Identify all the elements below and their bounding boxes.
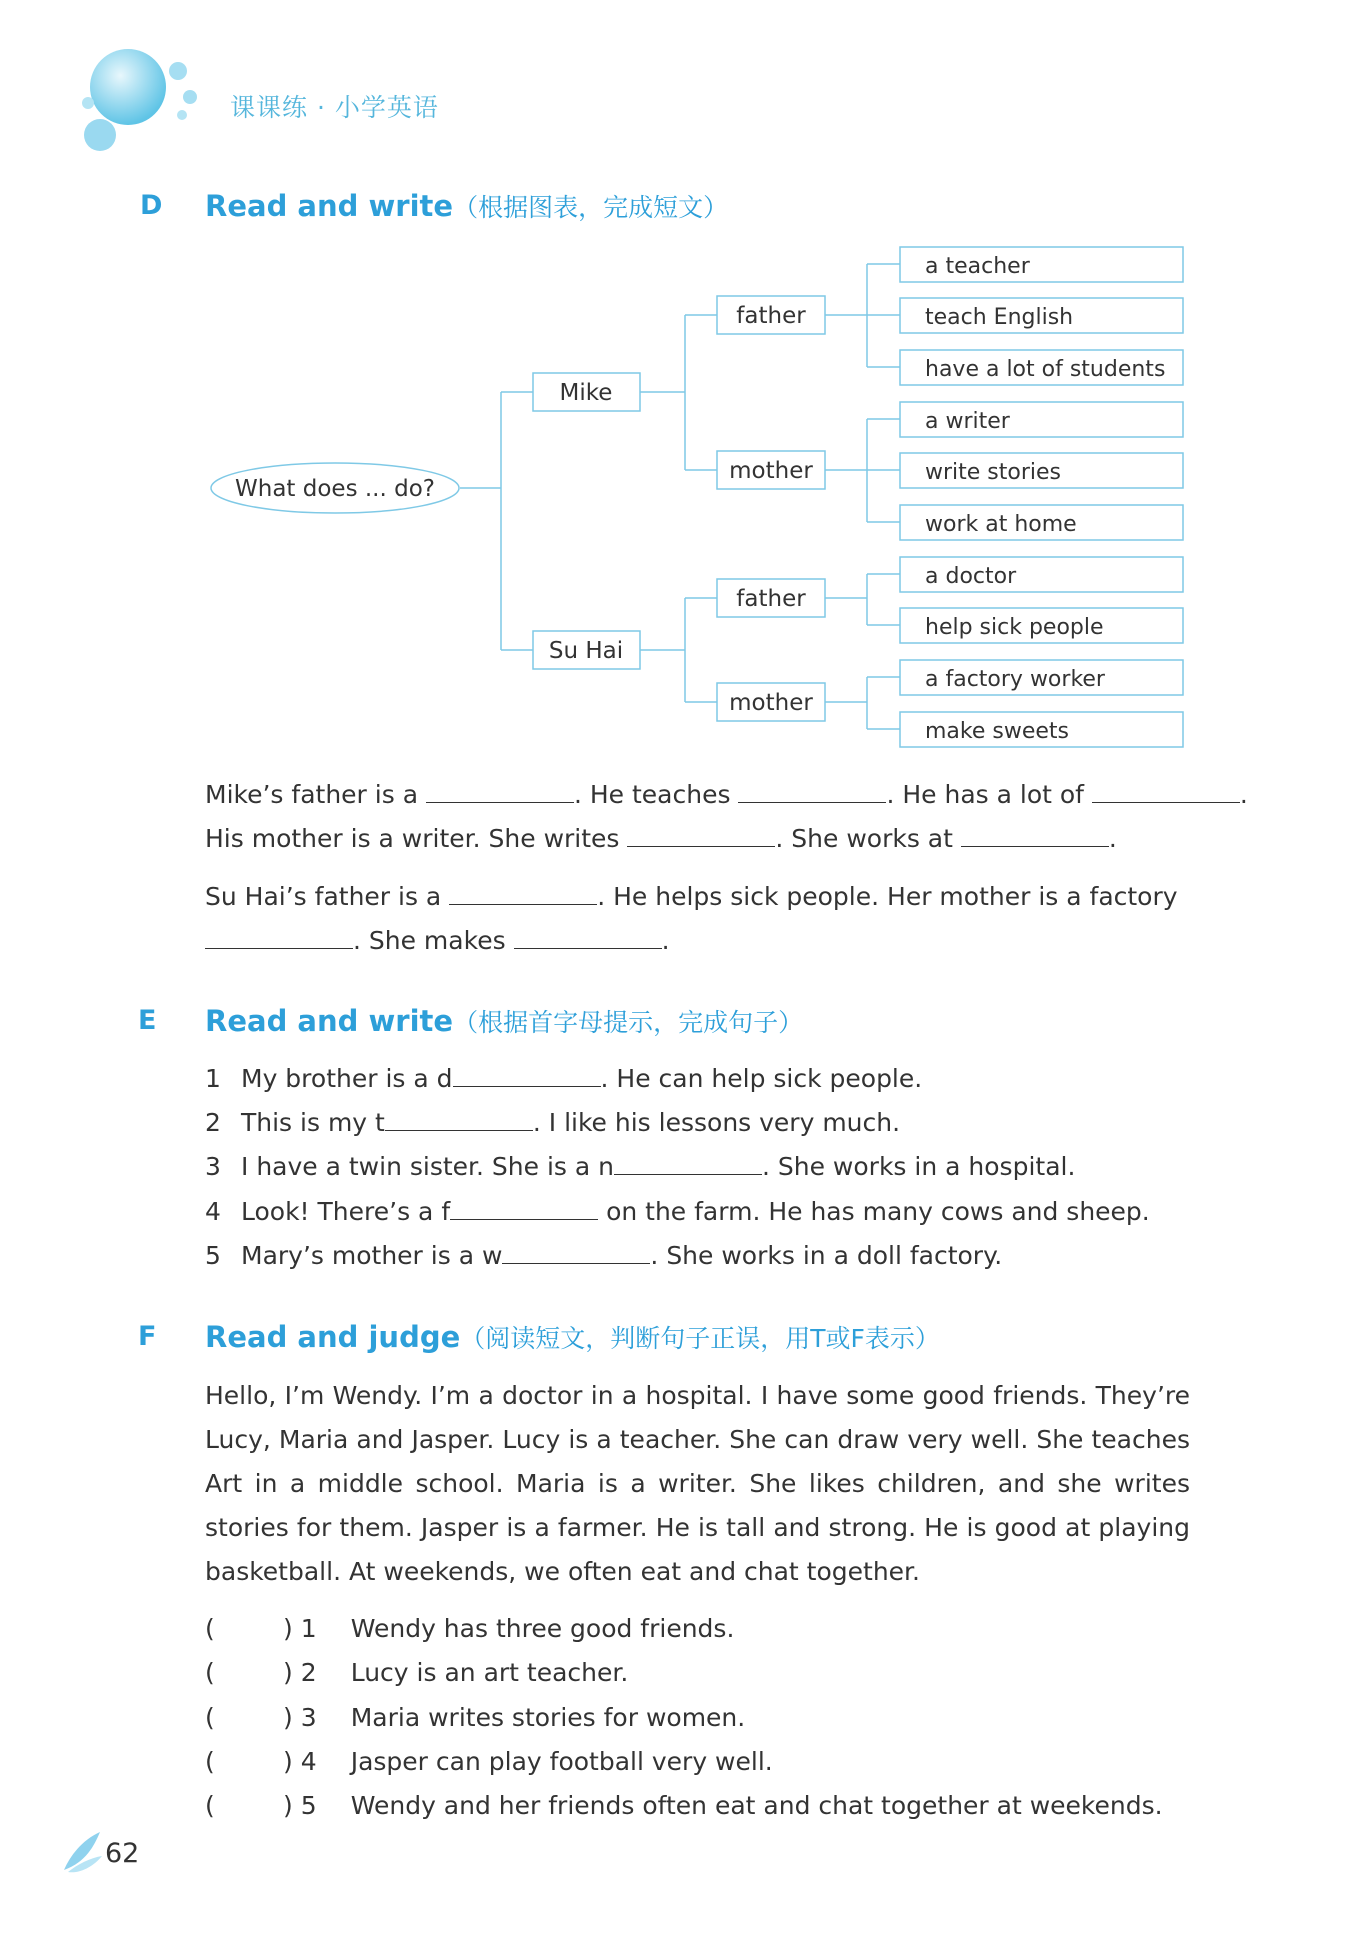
blank[interactable] (738, 782, 886, 803)
blank[interactable] (502, 1243, 650, 1264)
page-number: 62 (105, 1838, 140, 1869)
fact-label: a factory worker (925, 667, 1105, 692)
fact-label: help sick people (925, 615, 1104, 640)
diagram-mike-father (717, 296, 825, 334)
blank[interactable] (961, 826, 1109, 847)
section-d-line-1: Mike’s father is a . He teaches . He has a lot of . (205, 780, 1248, 809)
section-d-letter: D (140, 190, 163, 221)
judge-item: ( ) 3 Maria writes stories for women. (205, 1703, 746, 1732)
svg-text:Su Hai: Su Hai (548, 638, 624, 664)
blank[interactable] (514, 928, 662, 949)
fact-label: teach English (925, 305, 1074, 330)
section-d-title (205, 188, 728, 224)
section-d-line-3: Su Hai’s father is a . He helps sick people. Her mother is a factory (205, 882, 1178, 911)
svg-text:mother: mother (729, 458, 813, 484)
section-e-title: Read and write（根据首字母提示，完成句子） (205, 1004, 804, 1038)
section-e-item: 5 Mary’s mother is a w . She works in a doll factory. (205, 1241, 1003, 1270)
svg-text:father: father (736, 303, 806, 329)
section-e-item: 3 I have a twin sister. She is a n . She works in a hospital. (205, 1152, 1076, 1181)
blank[interactable] (614, 1154, 762, 1175)
blank[interactable] (449, 884, 597, 905)
diagram-root (211, 463, 459, 513)
fact-label: have a lot of students (925, 357, 1166, 382)
fact-label: work at home (925, 512, 1077, 537)
section-e-subtitle: （根据首字母提示，完成句子） (453, 1008, 804, 1037)
fact-label: a teacher (925, 254, 1030, 279)
section-f-subtitle: （阅读短文，判断句子正误，用T或F表示） (460, 1324, 940, 1353)
fact-label: a writer (925, 409, 1010, 434)
blank[interactable] (426, 782, 574, 803)
section-f-title: Read and judge（阅读短文，判断句子正误，用T或F表示） (205, 1320, 940, 1354)
diagram-su-hai-father (717, 579, 825, 617)
blank[interactable] (453, 1066, 601, 1087)
judge-item: ( ) 4 Jasper can play football very well. (205, 1747, 773, 1776)
svg-text:mother: mother (729, 690, 813, 716)
section-d-line-4: . She makes . (205, 926, 670, 955)
section-d-line-2: His mother is a writer. She writes . She works at . (205, 824, 1117, 853)
blank[interactable] (385, 1110, 533, 1131)
job-tree-diagram (205, 240, 1205, 760)
section-e-item: 2 This is my t . I like his lessons very much. (205, 1108, 901, 1137)
blank[interactable] (627, 826, 775, 847)
blank[interactable] (1092, 782, 1240, 803)
svg-text:father: father (736, 586, 806, 612)
diagram-mike-mother (717, 451, 825, 489)
judge-item: ( ) 1 Wendy has three good friends. (205, 1614, 735, 1643)
section-e-item: 4 Look! There’s a f on the farm. He has many cows and sheep. (205, 1197, 1150, 1226)
judge-item: ( ) 2 Lucy is an art teacher. (205, 1658, 629, 1687)
diagram-su-hai-mother (717, 683, 825, 721)
bubbles-decoration (70, 45, 210, 160)
svg-text:Mike: Mike (559, 380, 613, 406)
section-f-passage: Hello, I’m Wendy. I’m a doctor in a hospital. I have some good friends. They’re Lucy, Maria and Jasper. Lucy is a teacher. She can draw very well. She teaches Art in a middle school. Maria is a writer. She likes children, and she writes stories for them. Jasper is a farmer. He is tall and strong. He is good at playing basketball. At weekends, we often eat and chat together. (205, 1381, 1190, 1586)
section-d-subtitle: （根据图表，完成短文） (453, 193, 729, 222)
section-d-title-text: Read and write (205, 189, 454, 223)
leaf-icon (60, 1828, 105, 1874)
section-f-letter: F (138, 1321, 157, 1352)
diagram-person-su-hai (533, 631, 640, 669)
diagram-root-label: What does ... do? (235, 476, 435, 502)
diagram-person-mike (533, 373, 640, 411)
section-e-item: 1 My brother is a d . He can help sick people. (205, 1064, 923, 1093)
blank[interactable] (450, 1199, 598, 1220)
judge-item: ( ) 5 Wendy and her friends often eat and chat together at weekends. (205, 1791, 1163, 1820)
fact-label: write stories (925, 460, 1062, 485)
section-e-letter: E (138, 1005, 157, 1036)
fact-label: a doctor (925, 564, 1017, 589)
blank[interactable] (205, 928, 353, 949)
fact-label: make sweets (925, 719, 1070, 744)
series-title: 课课练 · 小学英语 (230, 93, 439, 122)
